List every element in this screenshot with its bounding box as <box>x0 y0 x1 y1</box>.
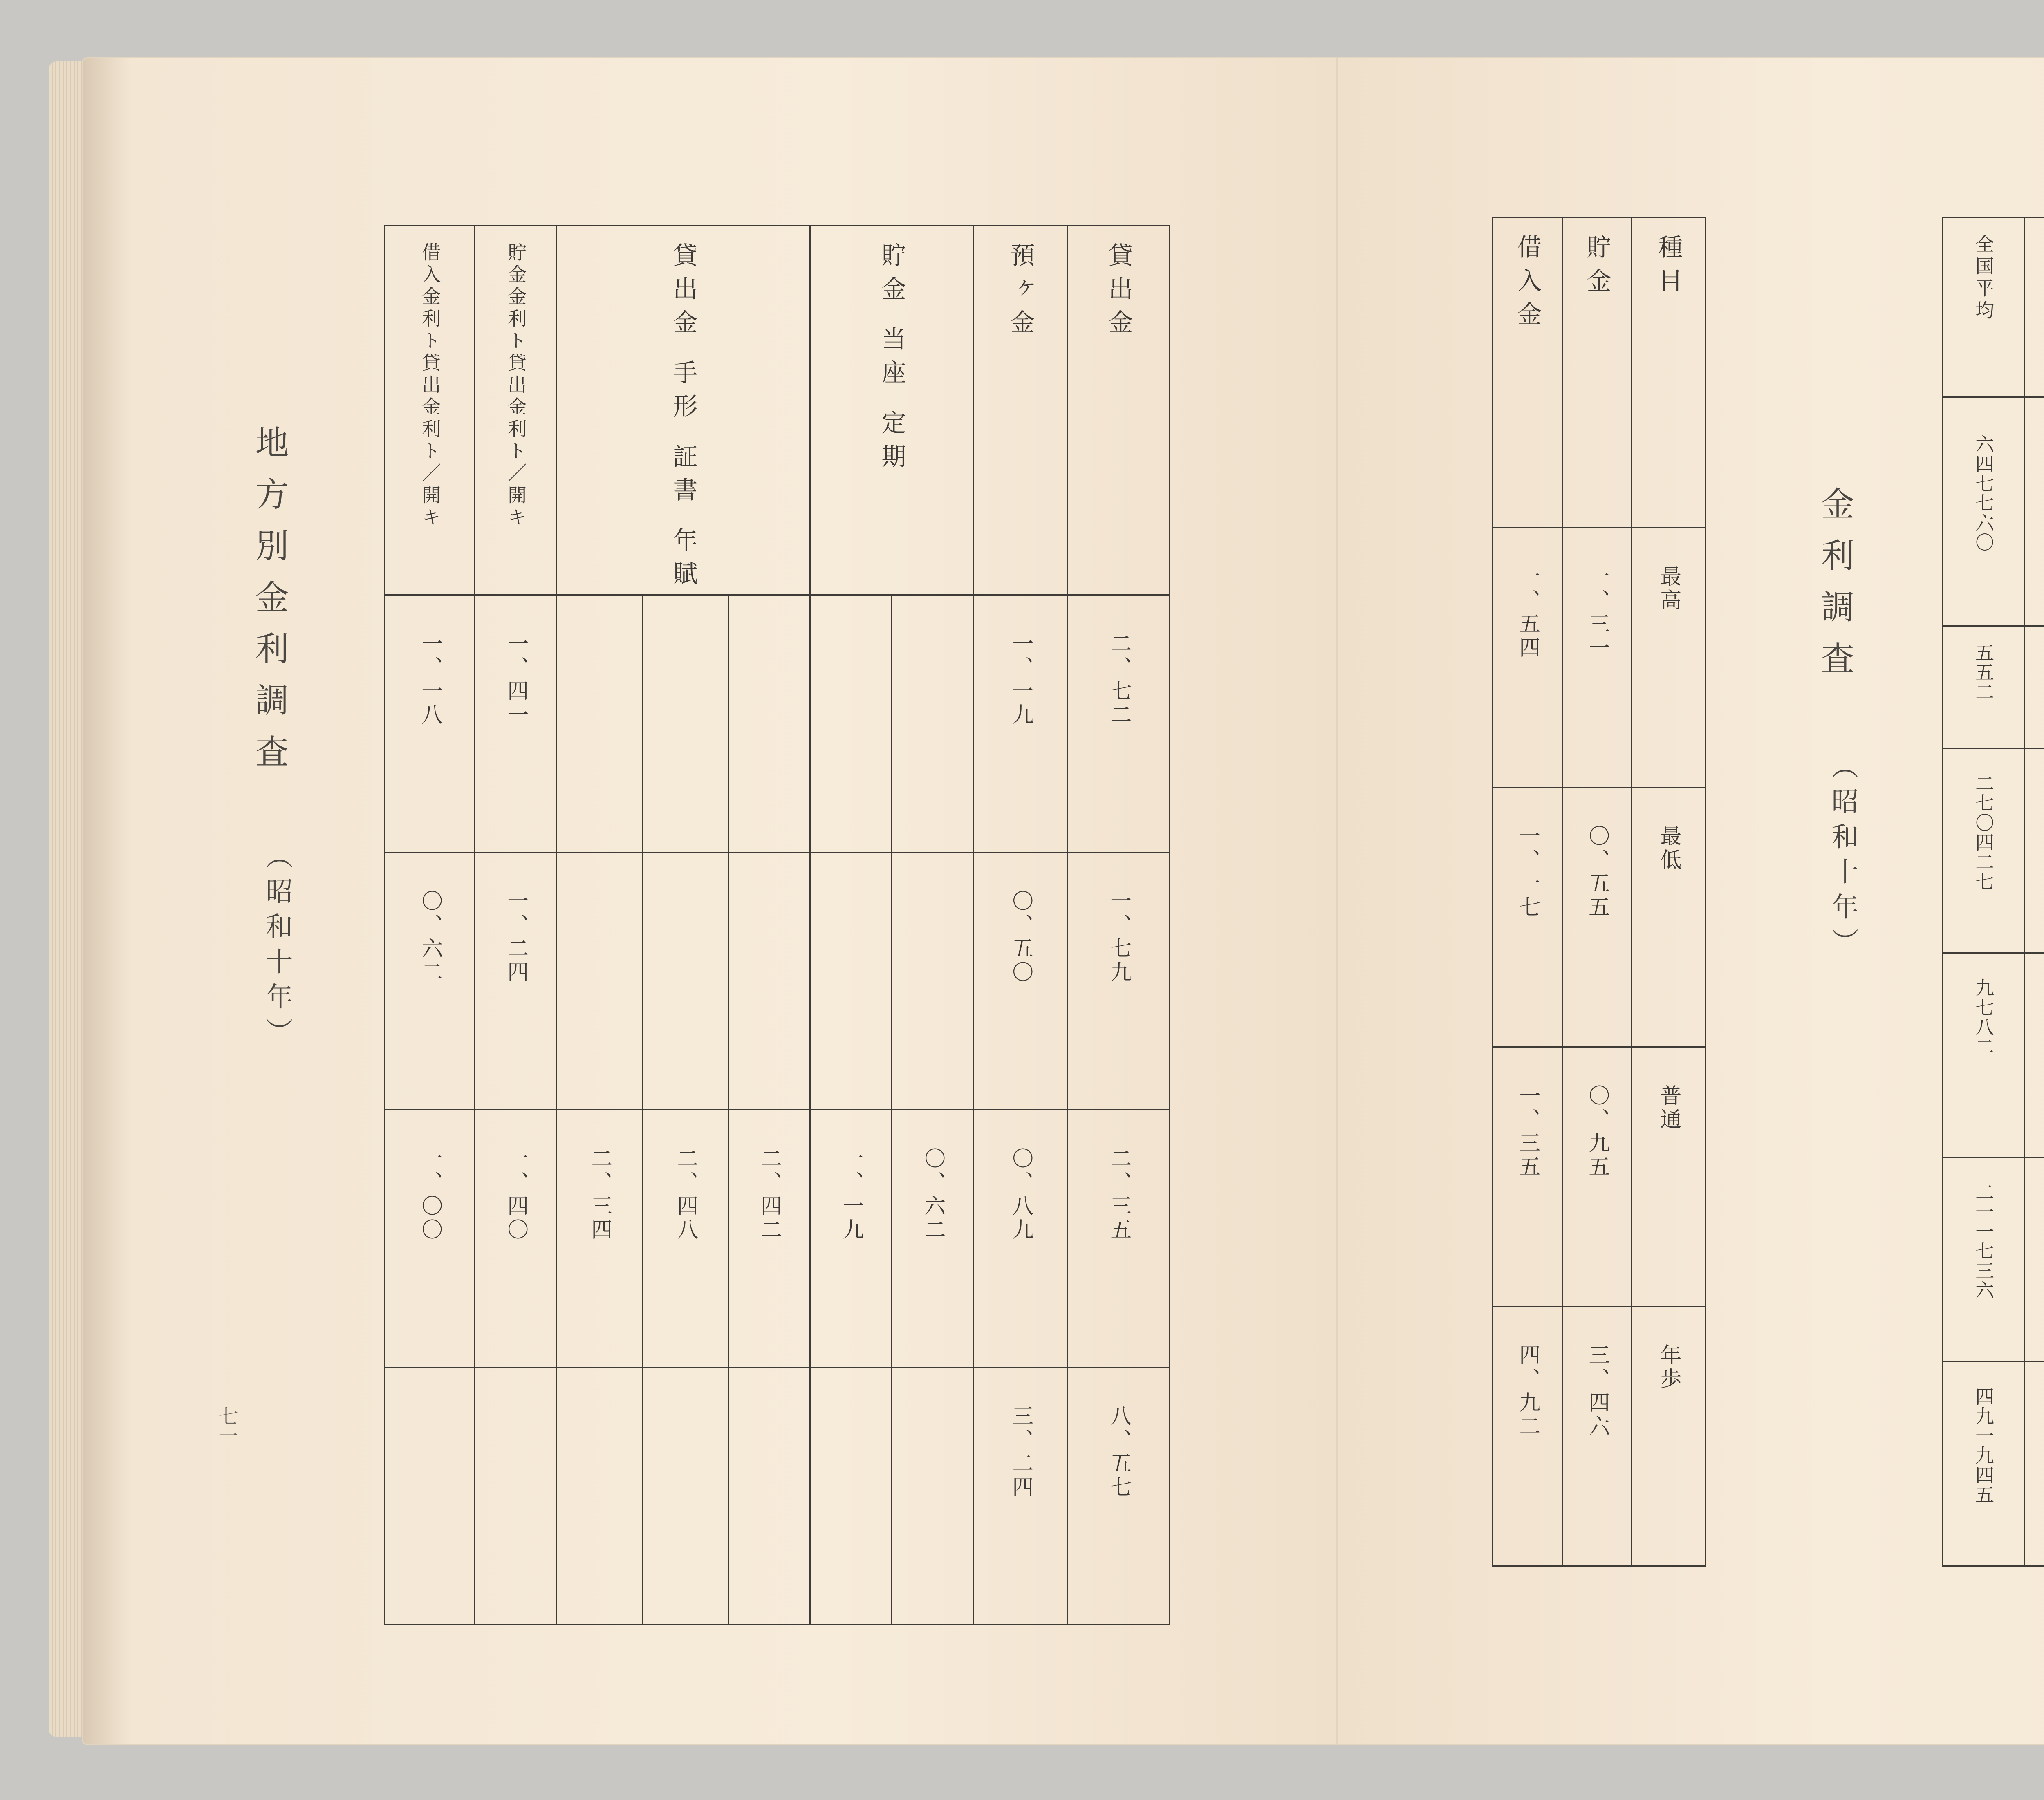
left-page-subtitle: （昭和十年） <box>261 842 293 1053</box>
table-row: 六四七七六〇 <box>1943 397 2044 626</box>
open-book <box>49 45 2044 1770</box>
header-deposit-gap: 貯金金利ト貸出金利ト／開キ <box>475 226 557 595</box>
table-row: 九七八二 <box>1943 953 2044 1157</box>
header-national-average: 全国平均 <box>1943 217 2024 397</box>
header-deposits: 預ヶ金 <box>974 226 1068 595</box>
header-category: 種目 <box>1632 217 1706 528</box>
header-savings: 貯金 当座 定期 <box>810 226 974 595</box>
left-page-number: 七一 <box>215 1406 238 1445</box>
regional-table <box>1942 217 2044 1567</box>
table-row: 四九一九四五 <box>1943 1362 2044 1566</box>
table-row: 一、五四 一、三一 最高 <box>1493 528 1706 788</box>
left-page-title: 地方別金利調査 <box>250 425 289 786</box>
table-row: 二一一七三六 <box>1943 1157 2044 1362</box>
header-loans: 貸出金 <box>1068 226 1170 595</box>
table-row: 〇、六二 一、二四 〇、五〇 一、七九 <box>385 853 1170 1110</box>
table-row: 五五二 <box>1943 626 2044 749</box>
right-page-title: 金利調査 <box>1815 486 1854 692</box>
table-row: 二七〇四二七 <box>1943 749 2044 953</box>
header-loans-breakdown: 貸出金 手形 証書 年賦 <box>557 226 810 595</box>
left-rate-table <box>384 225 1170 1625</box>
header-savings: 貯金 <box>1562 217 1632 528</box>
header-borrowing-gap: 借入金利ト貸出金利ト／開キ <box>385 226 475 595</box>
header-borrowing: 借入金 <box>1493 217 1562 528</box>
table-row: 三、二四 八、五七 <box>385 1368 1170 1625</box>
table-row: 一、〇〇 一、四〇 二、三四 二、四八 二、四二 一、一九 〇、六二 〇、八九 二、三五 <box>385 1110 1170 1368</box>
rate-summary-table <box>1492 217 1706 1567</box>
right-page-subtitle: （昭和十年） <box>1827 752 1858 963</box>
table-row: 一、一七 〇、五五 最低 <box>1493 788 1706 1047</box>
table-row: 一、三五 〇、九五 普通 <box>1493 1047 1706 1307</box>
table-row: 四、九二 三、四六 年歩 <box>1493 1307 1706 1566</box>
table-row: 一、一八 一、四一 一、一九 二、七二 <box>385 595 1170 853</box>
left-page <box>82 57 1337 1745</box>
right-page <box>1337 57 2044 1745</box>
header-kyushu-okinawa <box>2024 217 2044 397</box>
